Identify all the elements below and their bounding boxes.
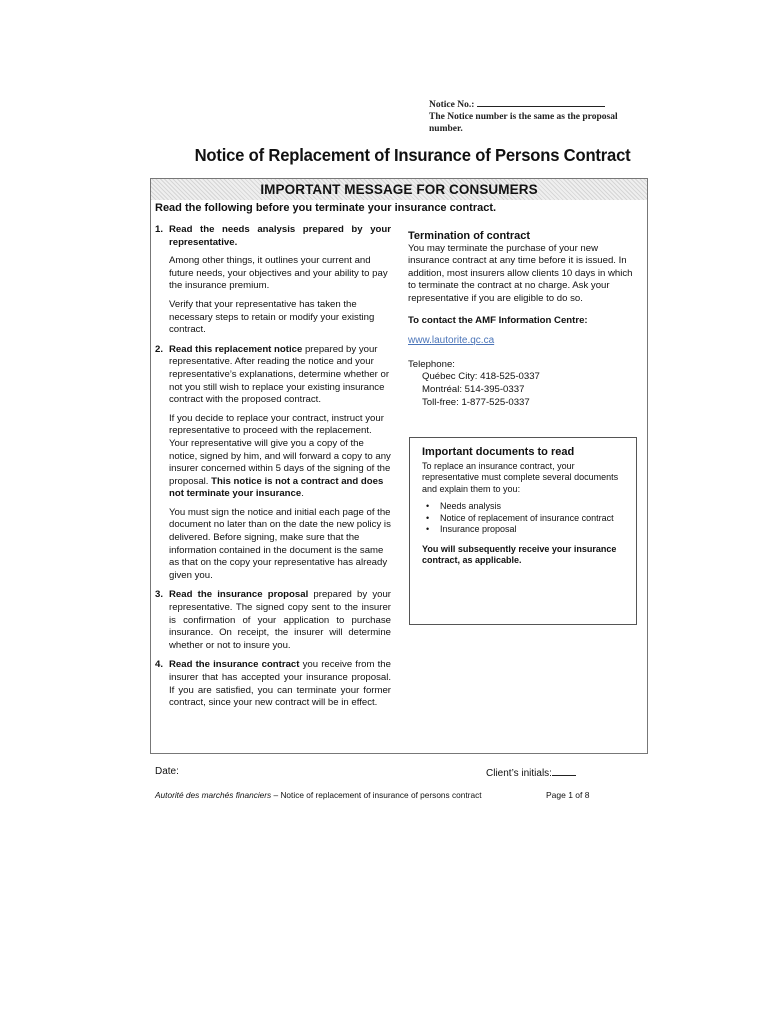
page-title: Notice of Replacement of Insurance of Persons Contract — [194, 145, 631, 165]
item-paragraph: Verify that your representative has taken the necessary steps to retain or modify your existing contract. — [169, 298, 375, 336]
amf-website-link[interactable]: www.lautorite.qc.ca — [408, 335, 495, 347]
notice-number-label: Notice No.: — [429, 100, 475, 110]
date-field[interactable] — [155, 766, 179, 777]
phone-montreal: Montréal: 514-395-0337 — [422, 383, 525, 395]
list-item-text: Insurance proposal — [440, 524, 517, 534]
item-number: 3. — [155, 589, 164, 601]
contact-heading: To contact the AMF Information Centre: — [408, 314, 588, 326]
item-paragraph: If you decide to replace your contract, instruct your representative to proceed with the replacement. Your representative will give you a copy of the notice, signed by him, and will forward a copy to any insurer concerned within 5 days of the signing of the proposal. — [169, 412, 391, 487]
item-punctuation: . — [301, 488, 304, 500]
documents-footer: You will subsequently receive your insurance contract, as applicable. — [422, 543, 617, 565]
instruction-item-2 — [155, 344, 391, 583]
item-number: 1. — [155, 224, 164, 235]
item-heading: Read the insurance proposal — [169, 589, 309, 601]
item-paragraph: prepared by your representative. After reading the notice and your representative’s explanations, determine whether or not you still wish to replace your existing insurance contract with the proposed contract. — [169, 343, 390, 406]
date-label: Date: — [155, 766, 179, 777]
bullet-icon: • — [426, 512, 430, 523]
list-item-text: Notice of replacement of insurance contract — [440, 512, 614, 523]
instruction-item-3 — [155, 589, 391, 652]
item-heading: Read the insurance contract — [169, 659, 300, 671]
item-paragraph: You must sign the notice and initial each page of the document no later than on the date the new policy is delivered. Before signing, make sure that the information contained in the document is the same as that on the copy your representative has already given you. — [169, 506, 391, 581]
instruction-item-1 — [155, 224, 391, 337]
footer-source — [155, 790, 482, 800]
termination-heading: Termination of contract — [408, 230, 531, 242]
item-number: 4. — [155, 659, 164, 671]
instruction-item-4 — [155, 659, 391, 709]
banner-text: IMPORTANT MESSAGE FOR CONSUMERS — [260, 182, 538, 197]
item-bold-warning: This notice is not a contract and does not terminate your insurance — [169, 475, 384, 500]
documents-list — [422, 501, 626, 536]
item-paragraph: Among other things, it outlines your current and future needs, your objectives and your ability to pay the insurance premium. — [169, 255, 388, 292]
list-item — [422, 501, 626, 513]
bullet-icon: • — [426, 501, 430, 511]
item-number: 2. — [155, 343, 164, 355]
list-item — [422, 524, 626, 536]
telephone-label: Telephone: — [408, 358, 455, 370]
bullet-icon: • — [426, 524, 430, 534]
phone-toll-free: Toll-free: 1-877-525-0337 — [422, 396, 530, 408]
important-message-banner — [151, 179, 647, 200]
initials-line[interactable] — [552, 766, 576, 776]
item-heading: Read the needs analysis prepared by your representative. — [169, 224, 391, 248]
intro-text: Read the following before you terminate your insurance contract. — [155, 202, 497, 214]
phone-quebec: Québec City: 418-525-0337 — [422, 371, 540, 383]
item-heading: Read this replacement notice — [169, 343, 303, 355]
client-initials-field[interactable] — [486, 766, 576, 779]
list-item-text: Needs analysis — [440, 501, 502, 511]
important-documents-box — [409, 437, 637, 625]
notice-number-block — [429, 97, 629, 135]
documents-text: To replace an insurance contract, your representative must complete several documents and explain them to you: — [422, 460, 619, 494]
item-paragraph: you receive from the insurer that has accepted your insurance proposal. If you are satisfied, you can terminate your former contract, since your new contract will be in effect. — [169, 659, 391, 709]
initials-label: Client’s initials: — [486, 768, 552, 779]
info-column — [408, 230, 640, 409]
notice-number-note: The Notice number is the same as the proposal number. — [429, 112, 618, 134]
page-number: Page 1 of 8 — [546, 790, 590, 800]
footer-document-name: – Notice of replacement of insurance of persons contract — [271, 790, 482, 800]
instructions-column — [155, 224, 391, 717]
item-paragraph: prepared by your representative. The signed copy sent to the insurer is confirmation of your application to purchase insurance. On receipt, the insurer will determine whether or not to insure you. — [169, 589, 391, 651]
list-item — [422, 513, 626, 525]
notice-number-field[interactable] — [477, 97, 605, 107]
footer-organization: Autorité des marchés financiers — [155, 790, 272, 800]
documents-heading: Important documents to read — [422, 446, 575, 458]
termination-text: You may terminate the purchase of your new insurance contract at any time before it is issued. In addition, most insurers allow clients 10 days in which to terminate the contract at no charge. Ask your representative if you are eligible to do so. — [408, 242, 633, 304]
